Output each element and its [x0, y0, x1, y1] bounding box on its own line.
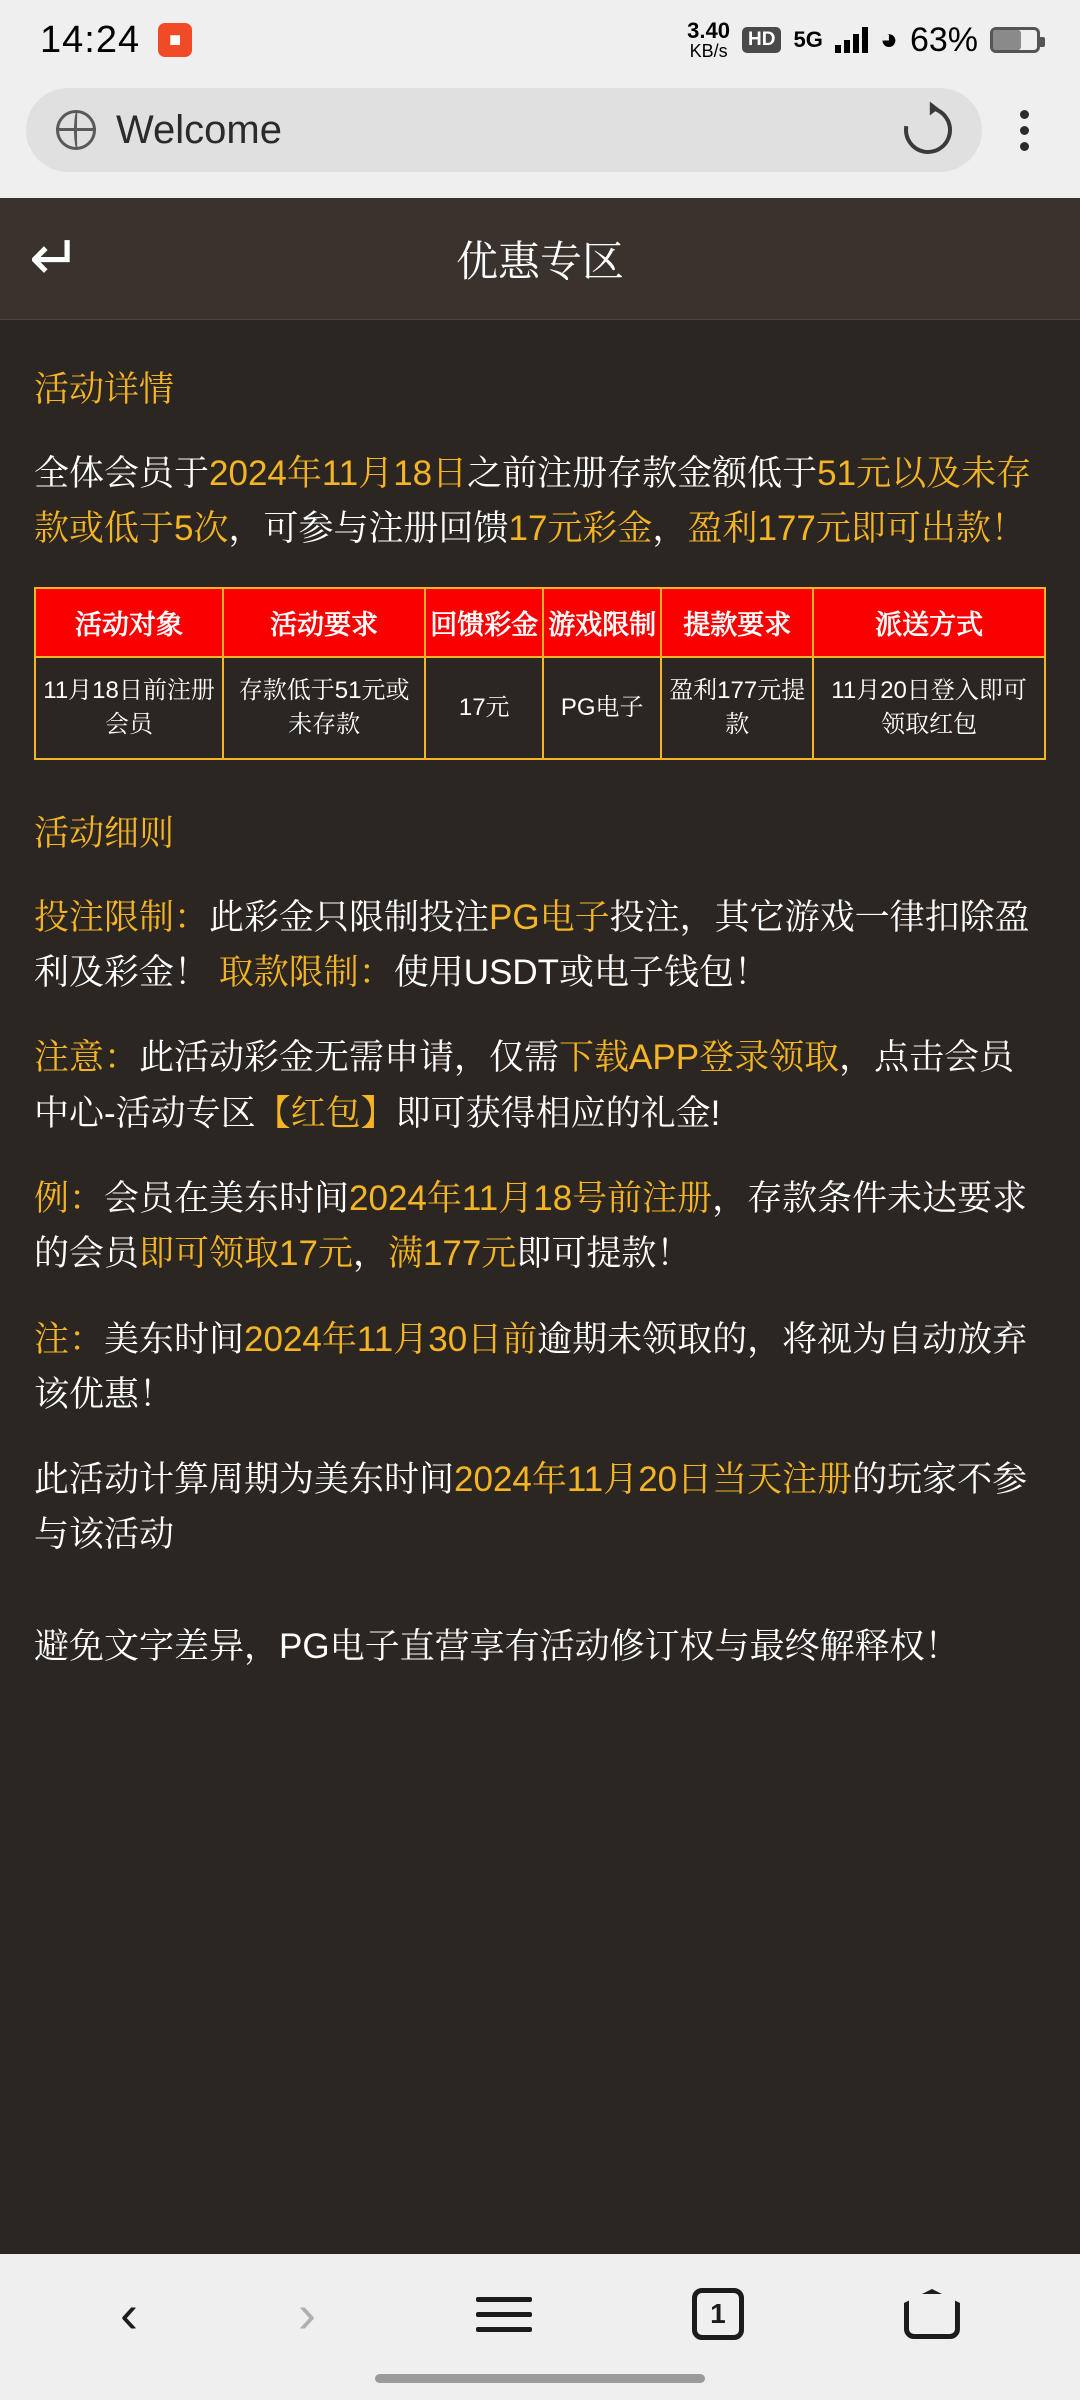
- intro-condition: 51元以及未存款或低于5次: [34, 454, 1032, 549]
- rule-disclaimer: [34, 1619, 1046, 1674]
- rule1-text-2: 投注，其它游戏一律扣除盈利及彩金！: [34, 897, 1030, 993]
- rule2-download: 下载APP登录领取: [559, 1038, 840, 1078]
- signal-bars-icon: [835, 27, 868, 53]
- rule5-text-1: 此活动计算周期为美东时间: [34, 1460, 455, 1500]
- app-badge-icon: ■: [158, 23, 192, 57]
- rule1-text-3: 使用USDT或电子钱包！: [393, 953, 770, 993]
- intro-paragraph: [34, 446, 1046, 557]
- url-text[interactable]: Welcome: [116, 107, 282, 152]
- wifi-icon: ◕: [879, 23, 898, 56]
- rule3-comma: ，: [352, 1234, 388, 1274]
- table-cell: PG电子: [543, 657, 661, 759]
- status-bar: [0, 0, 1080, 80]
- network-type-label: 5G: [793, 27, 823, 52]
- chevron-right-icon[interactable]: ›: [297, 2284, 316, 2344]
- rule-note: [34, 1312, 1046, 1423]
- intro-profit: 盈利177元: [687, 509, 851, 549]
- chevron-left-icon[interactable]: ‹: [120, 2284, 138, 2344]
- rule-cycle: [34, 1452, 1046, 1563]
- table-header-cell: 派送方式: [813, 588, 1045, 657]
- rule3-text-1: 会员在美东时间: [104, 1178, 350, 1218]
- table-header-cell: 活动对象: [35, 588, 223, 657]
- table-cell: 盈利177元提款: [661, 657, 813, 759]
- back-arrow-icon[interactable]: ↵: [29, 223, 81, 293]
- table-header-row: [35, 588, 1045, 657]
- intro-part-4: 即可出款！: [850, 509, 1026, 549]
- rule3-date: 2024年11月18号前注册: [349, 1178, 713, 1218]
- browser-navigation-bar: [0, 2254, 1080, 2374]
- tab-switcher-button[interactable]: [692, 2288, 744, 2340]
- rule2-text-1: 此活动彩金无需申请，仅需: [139, 1038, 560, 1078]
- rule-notice: [34, 1030, 1046, 1141]
- rule4-date: 2024年11月30日前: [244, 1319, 538, 1359]
- globe-icon: [56, 110, 96, 150]
- rule2-text-2: ，点击会员中心-活动专区: [34, 1038, 1015, 1133]
- rule1-game: PG电子: [489, 897, 610, 937]
- hamburger-menu-icon[interactable]: [476, 2297, 532, 2332]
- intro-part-3: ，可参与注册回馈: [228, 509, 509, 549]
- kebab-menu-icon[interactable]: [994, 110, 1054, 151]
- rule3-threshold: 满177元: [387, 1234, 517, 1274]
- table-header-cell: 提款要求: [661, 588, 813, 657]
- spacer: [34, 1593, 1046, 1619]
- url-bar[interactable]: [26, 88, 982, 172]
- rule3-text-3: 即可提款！: [516, 1234, 692, 1274]
- page-title: 优惠专区: [455, 237, 624, 285]
- status-time: 14:24: [40, 18, 141, 61]
- table-cell: 存款低于51元或未存款: [223, 657, 425, 759]
- status-right-cluster: [687, 20, 1040, 60]
- network-speed-unit: KB/s: [689, 41, 728, 61]
- rule6-text: 避免文字差异，PG电子直营享有活动修订权与最终解释权！: [34, 1626, 960, 1666]
- rule4-text-2: 逾期未领取的，将视为自动放弃该优惠！: [34, 1319, 1028, 1414]
- rule1-label-2: 取款限制：: [218, 953, 394, 993]
- rule-example: [34, 1171, 1046, 1282]
- intro-date: 2024年11月18日: [209, 454, 468, 493]
- network-speed: [687, 20, 730, 60]
- rule5-date: 2024年11月20日当天注册: [454, 1460, 853, 1500]
- rule1-label: 投注限制：: [34, 897, 210, 937]
- home-icon[interactable]: [904, 2289, 960, 2339]
- rule2-label: 注意：: [34, 1038, 140, 1078]
- promotion-content: [0, 320, 1080, 2254]
- intro-part-2: 之前注册存款金额低于: [467, 454, 818, 493]
- table-header-cell: 活动要求: [223, 588, 425, 657]
- detail-heading: 活动详情: [34, 370, 175, 409]
- rule3-text-2: ，存款条件未达要求的会员: [34, 1178, 1028, 1274]
- browser-toolbar: [0, 80, 1080, 198]
- intro-part-1: 全体会员于: [34, 454, 210, 493]
- tab-count: 1: [692, 2288, 744, 2340]
- table-header-cell: 游戏限制: [543, 588, 661, 657]
- reload-icon[interactable]: [895, 97, 962, 164]
- intro-bonus: 17元彩金: [508, 509, 653, 549]
- rule3-label: 例：: [34, 1178, 105, 1218]
- page-header: [0, 198, 1080, 320]
- promotion-table: [34, 587, 1046, 760]
- network-speed-value: 3.40: [687, 18, 730, 43]
- hd-icon: HD: [742, 27, 781, 53]
- battery-percent: 63%: [909, 20, 978, 59]
- table-cell: 17元: [425, 657, 543, 759]
- table-cell: 11月18日前注册会员: [35, 657, 223, 759]
- table-cell: 11月20日登入即可领取红包: [813, 657, 1045, 759]
- table-row: [35, 657, 1045, 759]
- intro-comma: ，: [652, 509, 688, 549]
- rules-heading: 活动细则: [34, 813, 175, 853]
- battery-icon: [990, 27, 1040, 53]
- rule5-text-2: 的玩家不参与该活动: [34, 1460, 1028, 1555]
- rule4-label: 注：: [34, 1319, 105, 1359]
- rule-betting-limit: [34, 890, 1046, 1001]
- rule1-text-1: 此彩金只限制投注: [209, 897, 490, 937]
- table-header-cell: 回馈彩金: [425, 588, 543, 657]
- rule4-text-1: 美东时间: [104, 1319, 245, 1359]
- rule2-redpacket: 【红包】: [255, 1093, 396, 1133]
- gesture-bar: [0, 2374, 1080, 2400]
- rule2-text-3: 即可获得相应的礼金!: [395, 1093, 721, 1133]
- rule3-claim: 即可领取17元: [139, 1234, 353, 1274]
